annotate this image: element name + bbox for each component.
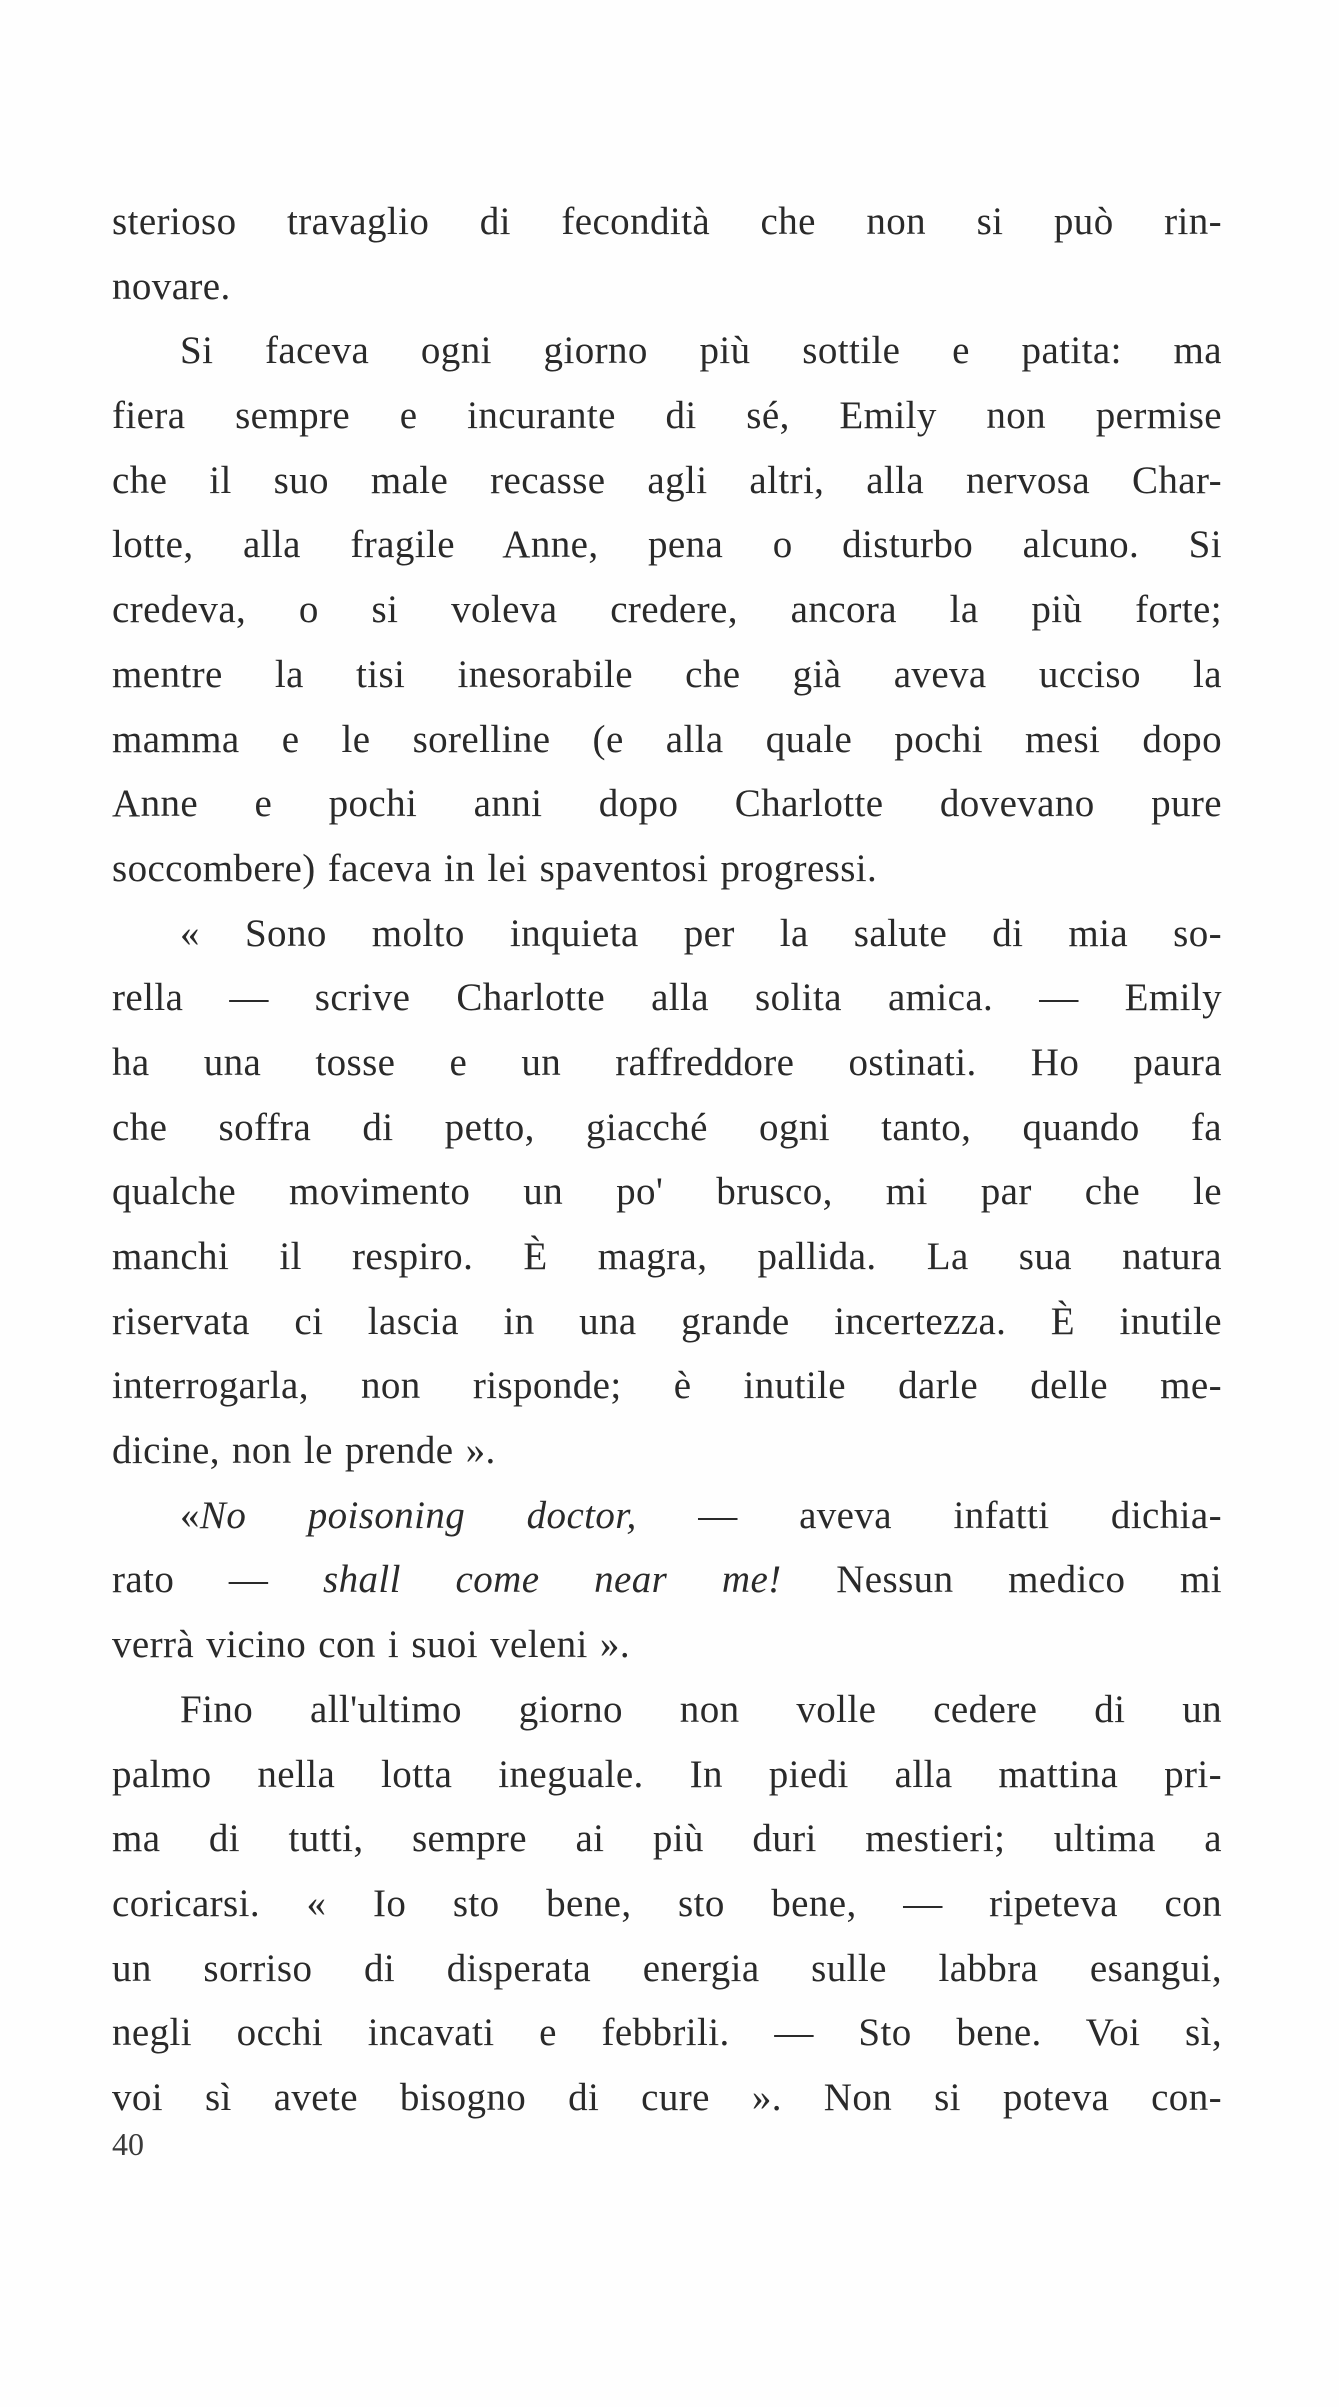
italic-english-quote: shall come near me! <box>323 1558 782 1602</box>
text-line: interrogarla, non risponde; è inutile darle delle me- <box>112 1364 1222 1408</box>
text-line: un sorriso di disperata energia sulle labbra esangui, <box>112 1946 1222 1990</box>
text-line: novare. <box>112 264 231 308</box>
text-line <box>112 1484 1222 1549</box>
text-line: sterioso travaglio di fecondità che non si può rin- <box>112 200 1222 243</box>
italic-english-quote: No poisoning doctor, <box>199 1493 637 1537</box>
text-line: lotte, alla fragile Anne, pena o disturbo alcuno. Si <box>112 523 1222 567</box>
page-number: 40 <box>112 2126 144 2162</box>
text-line: mentre la tisi inesorabile che già aveva ucciso la <box>112 652 1222 696</box>
text-line: riservata ci lascia in una grande incertezza. È inutile <box>112 1299 1222 1343</box>
text-line <box>112 1548 1222 1613</box>
text-line: « Sono molto inquieta per la salute di mia so- <box>180 911 1222 955</box>
text-line: qualche movimento un po' brusco, mi par che le <box>112 1170 1222 1214</box>
quote-open: « <box>180 1493 200 1537</box>
text-fragment: — aveva infatti dichia- <box>636 1493 1222 1537</box>
text-fragment: rato — <box>112 1558 324 1602</box>
text-line: coricarsi. « Io sto bene, sto bene, — ripeteva con <box>112 1881 1222 1925</box>
paragraphs-bottom <box>112 1678 1222 2131</box>
text-line: che soffra di petto, giacché ogni tanto, quando fa <box>112 1105 1222 1149</box>
text-line: palmo nella lotta ineguale. In piedi alla mattina pri- <box>112 1752 1222 1796</box>
text-line: Anne e pochi anni dopo Charlotte dovevano pure <box>112 782 1222 826</box>
text-line: credeva, o si voleva credere, ancora la più forte; <box>112 588 1222 632</box>
text-line: voi sì avete bisogno di cure ». Non si poteva con- <box>112 2075 1222 2119</box>
body-text <box>112 190 1222 2131</box>
text-line: verrà vicino con i suoi veleni ». <box>112 1623 630 1667</box>
text-line: Si faceva ogni giorno più sottile e patita: ma <box>180 329 1222 373</box>
text-line: mamma e le sorelline (e alla quale pochi mesi dopo <box>112 717 1222 761</box>
text-line: fiera sempre e incurante di sé, Emily non permise <box>112 394 1222 438</box>
text-line: rella — scrive Charlotte alla solita amica. — Emily <box>112 976 1222 1020</box>
text-line: che il suo male recasse agli altri, alla nervosa Char- <box>112 458 1222 502</box>
text-line: manchi il respiro. È magra, pallida. La sua natura <box>112 1235 1222 1278</box>
text-line: ha una tosse e un raffreddore ostinati. Ho paura <box>112 1040 1222 1084</box>
text-line: ma di tutti, sempre ai più duri mestieri; ultima a <box>112 1817 1222 1861</box>
text-line: soccombere) faceva in lei spaventosi progressi. <box>112 846 878 890</box>
text-line: dicine, non le prende ». <box>112 1429 496 1473</box>
text-line: negli occhi incavati e febbrili. — Sto bene. Voi sì, <box>112 2011 1222 2055</box>
text-line: Fino all'ultimo giorno non volle cedere di un <box>180 1687 1222 1731</box>
text-fragment: Nessun medico mi <box>781 1558 1223 1602</box>
paragraphs-top <box>112 190 1222 1484</box>
